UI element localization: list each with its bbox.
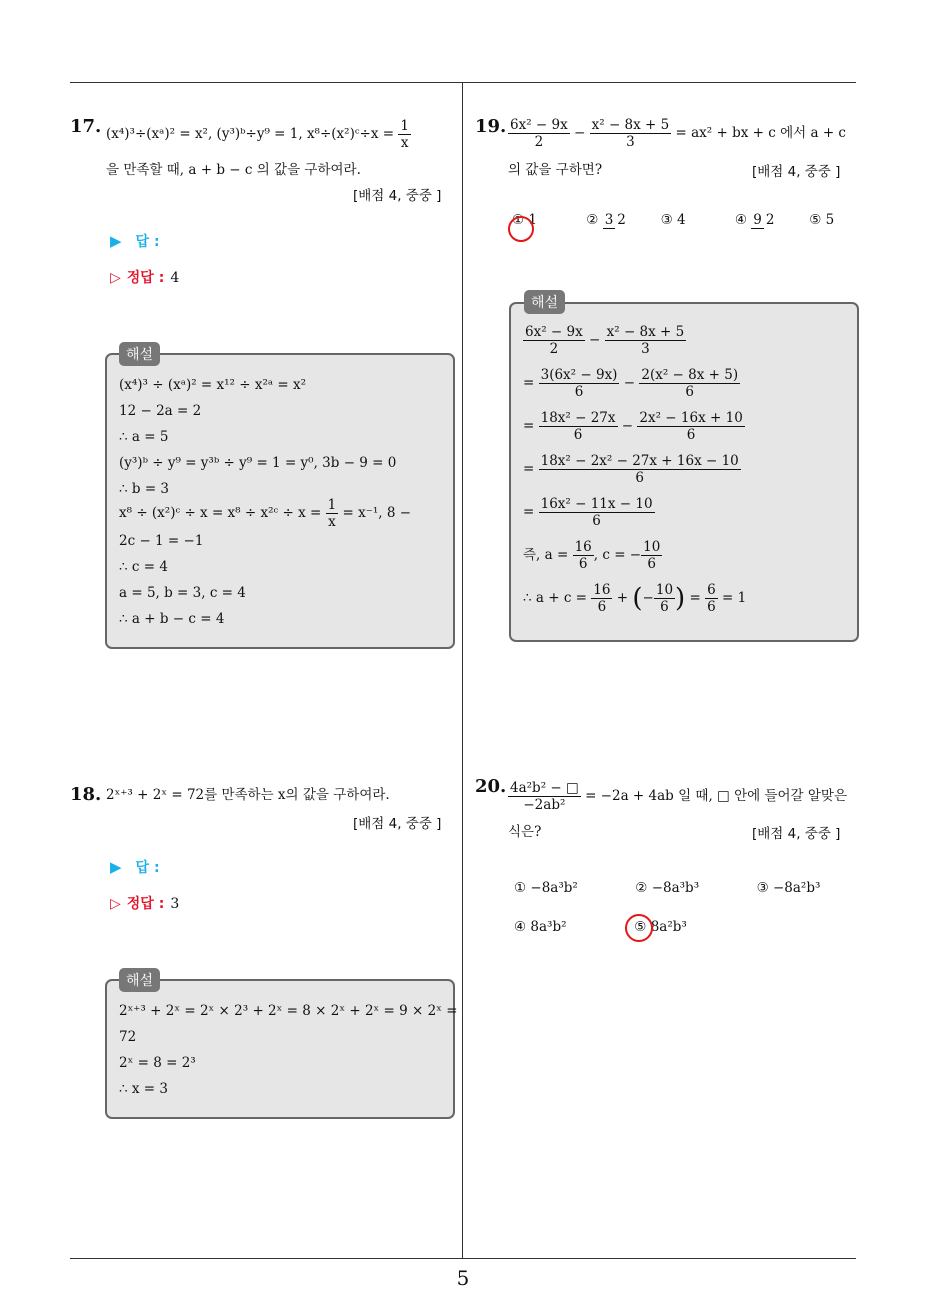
play-triangle-icon: ▶ bbox=[110, 858, 122, 876]
explain-line: 즉, a = $\frac{16}{6}$ , c = − $\frac{10}{6}$ bbox=[523, 539, 661, 572]
play-triangle-icon: ▶ bbox=[110, 232, 122, 250]
selected-answer-mark bbox=[508, 216, 534, 242]
question-number: 19. bbox=[475, 116, 507, 137]
choice-1[interactable]: ① −8a³b² bbox=[514, 880, 578, 896]
key-row bbox=[110, 893, 179, 913]
explain-line: (y³)ᵇ ÷ y⁹ = y³ᵇ ÷ y⁹ = 1 = y⁰, 3b − 9 = 0 bbox=[119, 455, 397, 471]
choice-2[interactable]: ② −8a³b³ bbox=[635, 880, 700, 896]
choices-row bbox=[514, 919, 687, 935]
answer-row[interactable] bbox=[110, 231, 160, 251]
explain-line: 2ˣ = 8 = 2³ bbox=[119, 1055, 196, 1071]
choice-2[interactable]: ② 3 2 bbox=[586, 212, 626, 228]
explanation-tag: 해설 bbox=[119, 968, 160, 992]
explain-line: = $\frac{\text{18x² − 2x² − 27x + 16x − 10}}{6}$ bbox=[523, 453, 739, 486]
question-text bbox=[106, 118, 456, 151]
explain-line: x⁸ ÷ (x²)ᶜ ÷ x = x⁸ ÷ x²ᶜ ÷ x = $\frac{1}{x}$ = x⁻¹, 8 − bbox=[119, 497, 412, 530]
explain-line: = $\frac{\text{18x² − 27x}}{6}$ − $\frac{\text{2x² − 16x + 10}}{6}$ bbox=[523, 410, 743, 443]
explain-line: 12 − 2a = 2 bbox=[119, 403, 202, 419]
key-label: 정답 : bbox=[126, 270, 165, 286]
explain-line: 2c − 1 = −1 bbox=[119, 533, 204, 549]
explain-line: ∴ b = 3 bbox=[119, 481, 170, 497]
choice-5[interactable]: ⑤ 8a²b³ bbox=[634, 919, 687, 935]
explain-line: 72 bbox=[119, 1029, 137, 1045]
key-value: 3 bbox=[170, 896, 180, 912]
explain-line: a = 5, b = 3, c = 4 bbox=[119, 585, 246, 601]
question-line: (x⁴)³÷(xᵃ)² = x², (y³)ᵇ÷y⁹ = 1, x⁸÷(x²)ᶜ÷x = bbox=[106, 126, 395, 142]
choice-4[interactable]: ④ 9 2 bbox=[734, 212, 775, 228]
explain-line: = $\frac{\text{16x² − 11x − 10}}{6}$ bbox=[523, 496, 653, 529]
outline-triangle-icon: ▷ bbox=[110, 270, 121, 286]
outline-triangle-icon: ▷ bbox=[110, 896, 121, 912]
question-line: 의 값을 구하면? bbox=[508, 162, 603, 178]
key-label: 정답 : bbox=[126, 896, 165, 912]
explain-line: (x⁴)³ ÷ (xᵃ)² = x¹² ÷ x²ᵃ = x² bbox=[119, 377, 307, 393]
choice-1[interactable]: ① 1 bbox=[512, 212, 537, 228]
explain-line: ∴ a = 5 bbox=[119, 429, 169, 445]
key-row bbox=[110, 267, 179, 287]
question-line: 을 만족할 때, a + b − c 의 값을 구하여라. bbox=[106, 162, 361, 178]
page-number: 5 bbox=[456, 1266, 470, 1290]
answer-label: 답 : bbox=[135, 234, 160, 250]
score-meta: [배점 4, 중중 ] bbox=[353, 816, 442, 832]
explain-line: ∴ a + c = $\frac{16}{6}$ + (− $\frac{10}{6}$ ) = $\frac{6}{6}$ = 1 bbox=[523, 582, 747, 615]
choices-row bbox=[512, 212, 834, 229]
choices-row bbox=[514, 880, 820, 896]
explain-line: ∴ c = 4 bbox=[119, 559, 168, 575]
explain-line: $\frac{\text{6x² − 9x}}{2}$ − $\frac{\text{x² − 8x + 5}}{3}$ bbox=[525, 324, 685, 357]
fraction: $\frac{1}{x}$ bbox=[400, 118, 409, 151]
answer-row[interactable] bbox=[110, 857, 160, 877]
question-text: $\frac{\text{4a²b² − □}}{\text{−2ab²}}$ = −2a + 4ab 일 때, □ 안에 들어갈 알맞은 bbox=[510, 780, 847, 813]
choice-3[interactable]: ③ −8a²b³ bbox=[756, 880, 821, 896]
score-meta: [배점 4, 중중 ] bbox=[752, 164, 841, 180]
selected-answer-mark bbox=[625, 914, 653, 942]
question-number: 18. bbox=[70, 784, 102, 805]
score-meta: [배점 4, 중중 ] bbox=[353, 188, 442, 204]
explanation-box bbox=[105, 979, 458, 1119]
choice-5[interactable]: ⑤ 5 bbox=[809, 212, 835, 228]
answer-label: 답 : bbox=[135, 860, 160, 876]
top-rule bbox=[70, 82, 856, 83]
explanation-tag: 해설 bbox=[524, 290, 565, 314]
column-divider bbox=[462, 82, 463, 1258]
question-number: 17. bbox=[70, 116, 102, 137]
question-number: 20. bbox=[475, 776, 507, 797]
explain-line: 2ˣ⁺³ + 2ˣ = 2ˣ × 2³ + 2ˣ = 8 × 2ˣ + 2ˣ = 9 × 2ˣ = bbox=[119, 1003, 458, 1019]
choice-4[interactable]: ④ 8a³b² bbox=[514, 919, 567, 935]
key-value: 4 bbox=[170, 270, 180, 286]
explain-line: ∴ a + b − c = 4 bbox=[119, 611, 225, 627]
explanation-box bbox=[509, 302, 859, 642]
explanation-box bbox=[105, 353, 455, 649]
explain-line: = $\frac{\text{3(6x² − 9x)}}{6}$ − $\frac{\text{2(x² − 8x + 5)}}{6}$ bbox=[523, 367, 739, 400]
explanation-tag: 해설 bbox=[119, 342, 160, 366]
question-line: 식은? bbox=[508, 824, 542, 840]
question-text: 2ˣ⁺³ + 2ˣ = 72를 만족하는 x의 값을 구하여라. bbox=[106, 787, 390, 803]
score-meta: [배점 4, 중중 ] bbox=[752, 826, 841, 842]
explain-line: ∴ x = 3 bbox=[119, 1081, 168, 1097]
choice-3[interactable]: ③ 4 bbox=[660, 212, 686, 228]
question-text: $\frac{\text{6x² − 9x}}{2}$ − $\frac{\text{x² − 8x + 5}}{3}$ = ax² + bx + c 에서 a + c bbox=[510, 117, 846, 150]
bottom-rule bbox=[70, 1258, 856, 1259]
